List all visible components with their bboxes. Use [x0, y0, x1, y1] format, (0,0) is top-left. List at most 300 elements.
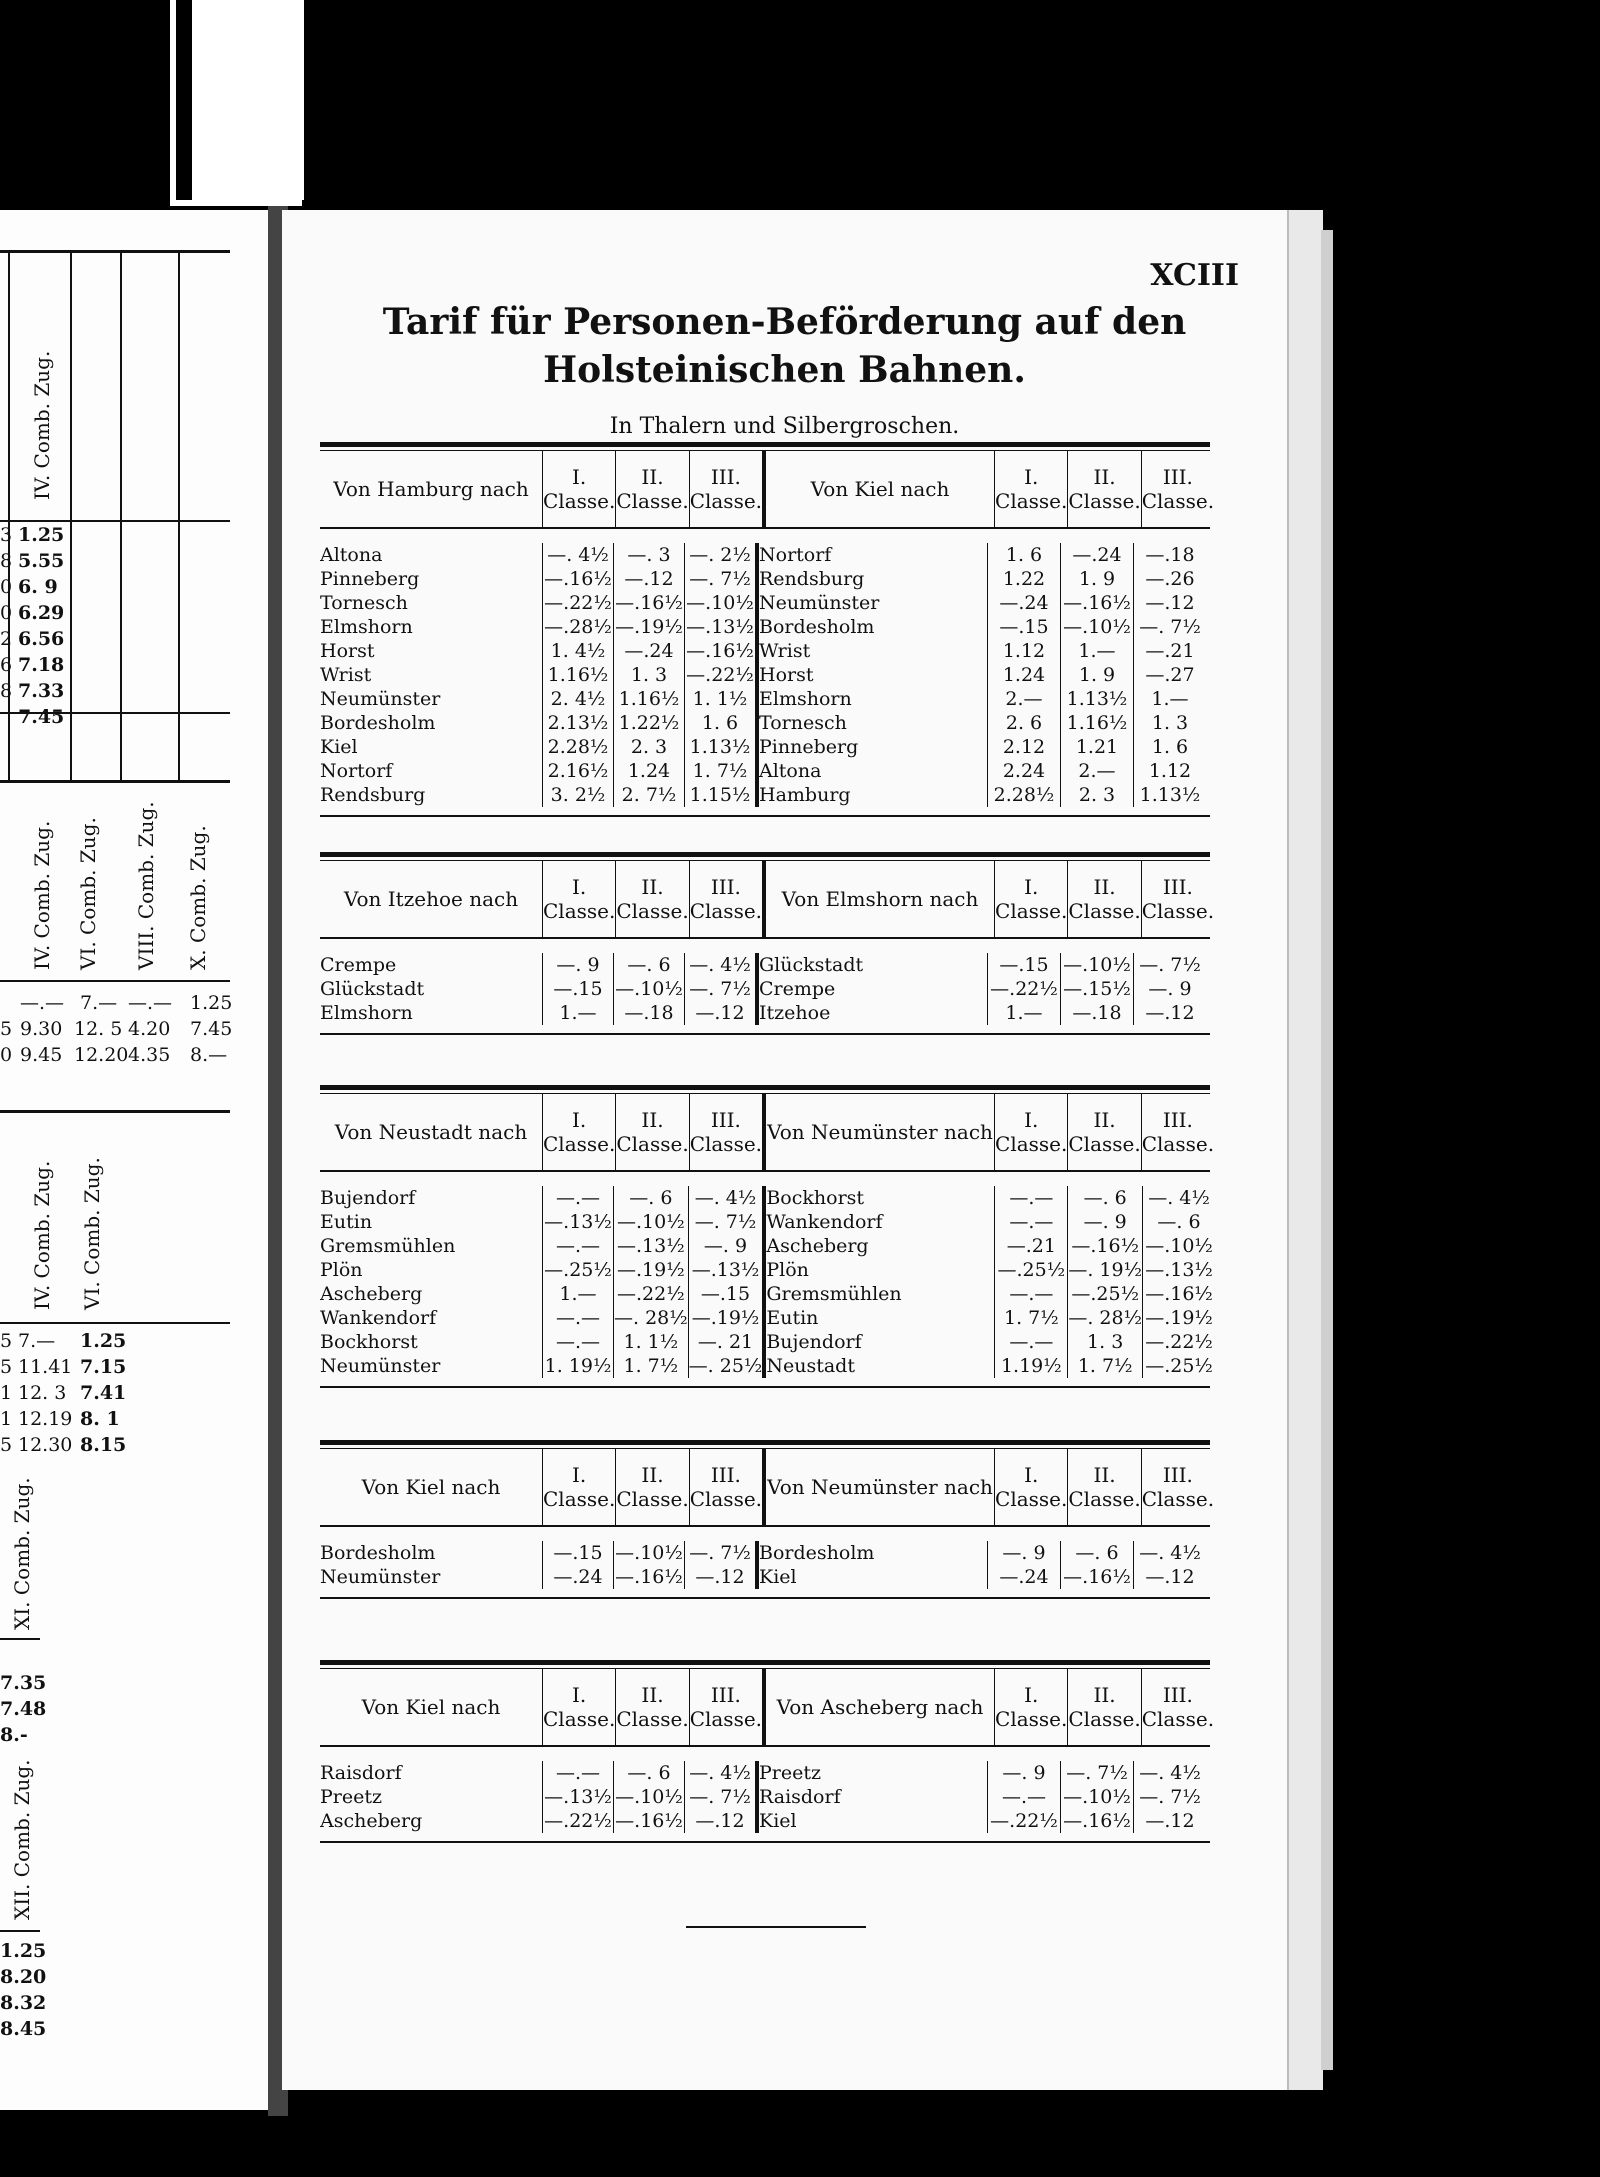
fare-value: 2.28½ — [993, 784, 1055, 806]
station-name: Bordesholm — [759, 1542, 875, 1564]
station-name: Ascheberg — [766, 1235, 869, 1257]
binding-strip-bar — [176, 0, 304, 200]
station-column — [320, 543, 543, 807]
fare-column — [1068, 1186, 1143, 1378]
fare-value: —. 7½ — [1139, 1786, 1201, 1808]
left-row — [0, 1354, 140, 1380]
fare-value: —. 4½ — [689, 1762, 751, 1784]
class-heading: I. Classe. — [543, 1094, 616, 1170]
fare-value: —.19½ — [615, 616, 683, 638]
fare-value: 1. 3 — [1087, 1331, 1124, 1353]
left-value: 7.15 — [80, 1356, 127, 1378]
left-vline — [178, 250, 180, 780]
fare-value: —.16½ — [1063, 1566, 1131, 1588]
left-value: 7.— — [18, 1330, 56, 1352]
left-value: 6.29 — [18, 602, 65, 624]
fare-column — [543, 1761, 614, 1833]
table-body — [320, 1527, 1210, 1599]
fare-value: —.24 — [999, 592, 1049, 614]
table-body — [320, 1172, 1213, 1388]
station-name: Ascheberg — [320, 1283, 423, 1305]
fare-value: —.27 — [1145, 664, 1195, 686]
class-heading: III. Classe. — [1141, 875, 1215, 923]
fare-value: —. 3 — [627, 544, 671, 566]
left-header: X. Comb. Zug. — [186, 825, 210, 970]
fare-value: —.12 — [695, 1810, 745, 1832]
station-name: Neumünster — [320, 688, 441, 710]
fare-value: —. 6 — [629, 1187, 673, 1209]
station-name: Preetz — [320, 1786, 383, 1808]
fare-value: —.28½ — [544, 616, 612, 638]
left-vline — [70, 250, 72, 780]
fare-value: —.22½ — [544, 1810, 612, 1832]
left-block3 — [0, 1328, 140, 1458]
fare-value: —.— — [555, 1187, 601, 1209]
fare-value: —. 7½ — [1139, 616, 1201, 638]
left-value: 11.41 — [18, 1356, 73, 1378]
class-heading: I. Classe. — [995, 451, 1068, 527]
station-name: Gremsmühlen — [766, 1283, 902, 1305]
station-name: Horst — [320, 640, 375, 662]
fare-column — [988, 543, 1061, 807]
station-name: Bujendorf — [766, 1331, 862, 1353]
fare-value: 1. 1½ — [623, 1331, 679, 1353]
route-heading: Von Ascheberg nach — [766, 1669, 995, 1745]
fare-value: 1.12 — [1148, 760, 1192, 782]
class-heading: II. Classe. — [1068, 1449, 1141, 1525]
fare-value: —. 19½ — [1068, 1259, 1143, 1281]
fare-value: —.13½ — [691, 1259, 760, 1281]
fare-value: —.13½ — [617, 1235, 685, 1257]
left-row — [0, 1016, 233, 1042]
fare-value: —. 7½ — [689, 1542, 751, 1564]
left-value: 5 — [0, 1018, 13, 1040]
fare-value: —.10½ — [615, 1542, 683, 1564]
left-value: 8.32 — [0, 1992, 47, 2014]
table-body — [320, 939, 1210, 1035]
left-value: 7.18 — [18, 654, 65, 676]
class-heading: I. Classe. — [995, 1669, 1068, 1745]
station-column — [320, 1186, 543, 1378]
left-value: 8.- — [0, 1724, 28, 1746]
fare-value: —. 6 — [1157, 1211, 1201, 1233]
class-heading: III. Classe. — [690, 451, 766, 527]
fare-value: —.12 — [624, 568, 674, 590]
station-name: Bujendorf — [320, 1187, 416, 1209]
fare-value: —.22½ — [1145, 1331, 1213, 1353]
station-name: Ascheberg — [320, 1810, 423, 1832]
left-row — [0, 1328, 140, 1354]
left-rule — [0, 780, 230, 783]
left-rule — [0, 1638, 40, 1640]
page-edge — [1321, 230, 1333, 2070]
fare-value: 1.13½ — [1066, 688, 1128, 710]
left-value: 7.41 — [80, 1382, 127, 1404]
fare-value: —. 9 — [1002, 1762, 1046, 1784]
station-name: Bockhorst — [320, 1331, 418, 1353]
left-page-fragment — [0, 210, 271, 2110]
table-header — [320, 1669, 1215, 1747]
station-name: Tornesch — [320, 592, 408, 614]
class-heading: III. Classe. — [1141, 1108, 1215, 1156]
left-col1 — [0, 522, 12, 704]
left-value: 1.25 — [18, 524, 65, 546]
fare-value: —.16½ — [544, 568, 612, 590]
fare-value: 2. 6 — [1005, 712, 1043, 734]
station-name: Pinneberg — [759, 736, 859, 758]
fare-column — [614, 953, 685, 1025]
left-value: 3 — [0, 524, 13, 546]
fare-value: —.26 — [1145, 568, 1195, 590]
station-column — [766, 1186, 995, 1378]
fare-value: 2.12 — [1002, 736, 1046, 758]
fare-value: —.12 — [1145, 1002, 1195, 1024]
station-name: Kiel — [759, 1810, 797, 1832]
fare-value: —.10½ — [615, 1786, 683, 1808]
fare-value: 2.24 — [1002, 760, 1046, 782]
fare-column — [685, 1761, 759, 1833]
page-number: XCIII — [1150, 258, 1239, 293]
fare-value: —.13½ — [544, 1211, 612, 1233]
class-heading: III. Classe. — [690, 1094, 766, 1170]
table-header — [320, 451, 1215, 529]
station-name: Rendsburg — [759, 568, 865, 590]
station-column — [320, 1541, 543, 1589]
station-name: Neustadt — [766, 1355, 855, 1377]
fare-value: 1.13½ — [689, 736, 751, 758]
left-value: 8 — [0, 550, 13, 572]
table-header — [320, 861, 1215, 939]
fare-value: —.10½ — [615, 978, 683, 1000]
fare-column — [543, 1541, 614, 1589]
tariff-table — [320, 852, 1215, 1035]
station-name: Wankendorf — [320, 1307, 437, 1329]
station-name: Crempe — [320, 954, 397, 976]
fare-value: 1.16½ — [547, 664, 609, 686]
fare-column — [543, 543, 614, 807]
station-name: Altona — [759, 760, 822, 782]
fare-value: —.— — [555, 1331, 601, 1353]
fare-column — [1061, 1761, 1134, 1833]
left-rule — [0, 712, 230, 714]
class-heading: I. Classe. — [543, 861, 616, 937]
table-header — [320, 1449, 1215, 1527]
fare-column — [543, 1186, 614, 1378]
left-value: 5 — [0, 1330, 13, 1352]
fare-value: 1.13½ — [1139, 784, 1201, 806]
left-header: IV. Comb. Zug. — [30, 350, 54, 500]
fare-value: —.10½ — [686, 592, 754, 614]
fare-value: —.10½ — [1145, 1235, 1213, 1257]
left-value: 6.56 — [18, 628, 65, 650]
left-header: VIII. Comb. Zug. — [134, 801, 158, 970]
fare-column — [614, 1186, 689, 1378]
class-heading: III. Classe. — [690, 1669, 766, 1745]
fare-value: 1.22½ — [618, 712, 680, 734]
fare-value: 1. 7½ — [1004, 1307, 1059, 1329]
fare-value: 1.— — [1078, 640, 1116, 662]
fare-value: —.15 — [553, 978, 603, 1000]
class-heading: III. Classe. — [1141, 465, 1215, 513]
fare-column — [1061, 953, 1134, 1025]
fare-value: —. 9 — [1083, 1211, 1127, 1233]
station-name: Preetz — [759, 1762, 822, 1784]
tariff-table — [320, 1440, 1215, 1599]
fare-column — [1061, 543, 1134, 807]
station-name: Bordesholm — [320, 712, 436, 734]
fare-value: —. 7½ — [694, 1211, 757, 1233]
station-name: Tornesch — [759, 712, 847, 734]
fare-column — [614, 543, 685, 807]
fare-column — [988, 1541, 1061, 1589]
tariff-table — [320, 442, 1215, 817]
fare-value: 1.16½ — [618, 688, 680, 710]
fare-value: —.25½ — [1071, 1283, 1139, 1305]
fare-value: —.25½ — [997, 1259, 1066, 1281]
fare-column — [1061, 1541, 1134, 1589]
left-value: 12.20 — [74, 1044, 129, 1066]
fare-value: —.16½ — [615, 1566, 683, 1588]
fare-value: —.16½ — [615, 1810, 683, 1832]
left-value: 12.30 — [18, 1434, 73, 1456]
class-heading: III. Classe. — [690, 861, 766, 937]
fare-value: —.12 — [695, 1566, 745, 1588]
left-rule — [0, 1110, 230, 1113]
fare-value: —.15½ — [1063, 978, 1131, 1000]
station-name: Glückstadt — [320, 978, 425, 1000]
fare-value: —.10½ — [617, 1211, 685, 1233]
class-heading: II. Classe. — [1068, 861, 1141, 937]
station-name: Raisdorf — [759, 1786, 841, 1808]
class-heading: III. Classe. — [1141, 1463, 1215, 1511]
fare-column — [1134, 953, 1206, 1025]
fare-value: —.16½ — [1145, 1283, 1213, 1305]
fare-column — [543, 953, 614, 1025]
table-rule — [320, 1440, 1210, 1445]
station-column — [759, 953, 988, 1025]
fare-value: —. 7½ — [689, 568, 751, 590]
left-value: 1.25 — [80, 1330, 127, 1352]
fare-value: —. 4½ — [1139, 1762, 1201, 1784]
route-heading: Von Kiel nach — [320, 1669, 543, 1745]
fare-column — [988, 953, 1061, 1025]
fare-value: —. 28½ — [614, 1307, 688, 1329]
left-header: VI. Comb. Zug. — [76, 817, 100, 970]
fare-value: —.18 — [624, 1002, 674, 1024]
fare-value: —. 4½ — [694, 1187, 757, 1209]
fare-value: 1.24 — [627, 760, 671, 782]
class-heading: II. Classe. — [616, 451, 689, 527]
class-heading: III. Classe. — [1141, 1683, 1215, 1731]
fare-value: 2. 7½ — [621, 784, 677, 806]
fare-column — [614, 1541, 685, 1589]
class-heading: II. Classe. — [1068, 1669, 1141, 1745]
fare-value: —.19½ — [1145, 1307, 1213, 1329]
tariff-table — [320, 1085, 1215, 1388]
fare-value: 1. 9 — [1078, 568, 1116, 590]
table-body — [320, 529, 1210, 817]
left-value: 0 — [0, 602, 13, 624]
left-value: 8.— — [190, 1044, 228, 1066]
fare-value: —.22½ — [544, 592, 612, 614]
class-heading: I. Classe. — [543, 1449, 616, 1525]
left-vline — [120, 250, 122, 780]
fare-column — [614, 1761, 685, 1833]
left-value: 12.19 — [18, 1408, 73, 1430]
fare-value: —.24 — [624, 640, 674, 662]
left-value: 7.— — [80, 992, 118, 1014]
table-rule — [320, 1660, 1210, 1665]
left-value: 1.25 — [190, 992, 233, 1014]
left-row — [0, 990, 233, 1016]
station-name: Nortorf — [759, 544, 832, 566]
station-name: Raisdorf — [320, 1762, 402, 1784]
page-title: Tarif für Personen-Beförderung auf den Holsteinischen Bahnen. — [382, 301, 1187, 391]
fare-value: —.10½ — [1063, 1786, 1131, 1808]
fare-value: 2.28½ — [547, 736, 609, 758]
fare-value: 2.16½ — [547, 760, 609, 782]
left-value: 8 — [0, 680, 13, 702]
fare-value: 1. 7½ — [692, 760, 748, 782]
left-value: 1 — [0, 1408, 13, 1430]
left-value: 6 — [0, 654, 13, 676]
fare-value: 1.— — [559, 1283, 597, 1305]
fare-value: —.22½ — [617, 1283, 685, 1305]
fare-value: —.24 — [553, 1566, 603, 1588]
fare-value: —. 7½ — [1066, 1762, 1128, 1784]
fare-value: —. 7½ — [1139, 954, 1201, 976]
left-value: 7.35 — [0, 1672, 47, 1694]
station-name: Wrist — [320, 664, 372, 686]
fare-value: —.— — [555, 1762, 601, 1784]
fare-value: —. 2½ — [689, 544, 751, 566]
fare-value: —. 6 — [1075, 1542, 1119, 1564]
fare-value: —.15 — [553, 1542, 603, 1564]
left-value: 5.55 — [18, 550, 65, 572]
left-value: 2 — [0, 628, 13, 650]
fare-value: —.16½ — [686, 640, 754, 662]
fare-value: —.— — [555, 1235, 601, 1257]
fare-value: 1. 19½ — [544, 1355, 612, 1377]
fare-value: —.21 — [1145, 640, 1195, 662]
fare-value: —. 6 — [627, 954, 671, 976]
fare-value: 1. 3 — [1151, 712, 1189, 734]
left-value: 7.45 — [18, 706, 65, 728]
fare-value: —.— — [555, 1307, 601, 1329]
fare-value: —.— — [1009, 1187, 1054, 1209]
fare-value: —.— — [1001, 1786, 1047, 1808]
fare-value: —. 4½ — [1148, 1187, 1210, 1209]
left-row — [0, 1380, 140, 1406]
left-header: VI. Comb. Zug. — [80, 1157, 104, 1310]
fare-value: 1. 7½ — [1077, 1355, 1133, 1377]
route-heading: Von Neumünster nach — [766, 1449, 995, 1525]
station-name: Gremsmühlen — [320, 1235, 456, 1257]
class-heading: II. Classe. — [616, 1449, 689, 1525]
left-value: 7.33 — [18, 680, 65, 702]
station-column — [320, 953, 543, 1025]
station-name: Nortorf — [320, 760, 393, 782]
table-rule — [320, 852, 1210, 857]
fare-value: —.16½ — [1071, 1235, 1139, 1257]
class-heading: I. Classe. — [995, 861, 1068, 937]
station-name: Horst — [759, 664, 814, 686]
left-value: 7.48 — [0, 1698, 47, 1720]
left-block4 — [0, 1670, 46, 1748]
left-value: 12. 5 — [74, 1018, 123, 1040]
fare-value: —.16½ — [1063, 592, 1131, 614]
fare-value: 1. 7½ — [623, 1355, 679, 1377]
left-value: 4.20 — [128, 1018, 171, 1040]
station-name: Altona — [320, 544, 383, 566]
fare-value: —.19½ — [617, 1259, 685, 1281]
fare-value: 1.— — [1151, 688, 1189, 710]
left-value: 9.30 — [20, 1018, 63, 1040]
left-value: 6. 9 — [18, 576, 58, 598]
left-value: 5 — [0, 1356, 13, 1378]
station-name: Elmshorn — [759, 688, 852, 710]
fare-value: —. 6 — [627, 1762, 671, 1784]
fare-value: —.22½ — [990, 978, 1058, 1000]
station-name: Eutin — [320, 1211, 373, 1233]
fare-value: —.21 — [1006, 1235, 1056, 1257]
fare-value: —.13½ — [544, 1786, 612, 1808]
station-name: Plön — [766, 1259, 809, 1281]
fare-value: —. 9 — [1148, 978, 1192, 1000]
table-rule — [320, 442, 1210, 447]
fare-value: 2. 3 — [1078, 784, 1116, 806]
left-value: 1.25 — [0, 1940, 47, 1962]
fare-value: —.15 — [700, 1283, 751, 1305]
class-heading: III. Classe. — [690, 1449, 766, 1525]
fare-column — [685, 953, 759, 1025]
class-heading: I. Classe. — [543, 451, 616, 527]
fare-value: —.— — [1009, 1331, 1054, 1353]
route-heading: Von Hamburg nach — [320, 451, 543, 527]
left-row — [0, 1406, 140, 1432]
fare-value: 1. 6 — [1005, 544, 1043, 566]
left-value: —.— — [20, 992, 65, 1014]
left-value: 1 — [0, 1382, 13, 1404]
fare-column — [995, 1186, 1068, 1378]
fare-value: 1.19½ — [1000, 1355, 1062, 1377]
fare-value: 1. 6 — [1151, 736, 1189, 758]
fare-value: —.12 — [695, 1002, 745, 1024]
fare-value: 1.— — [1005, 1002, 1043, 1024]
fare-value: —.22½ — [990, 1810, 1058, 1832]
class-heading: I. Classe. — [995, 1449, 1068, 1525]
station-name: Glückstadt — [759, 954, 864, 976]
fare-value: —.12 — [1145, 592, 1195, 614]
station-column — [759, 543, 988, 807]
class-heading: II. Classe. — [616, 1669, 689, 1745]
fare-value: 2. 3 — [630, 736, 668, 758]
class-heading: II. Classe. — [1068, 451, 1141, 527]
closing-rule — [686, 1926, 866, 1928]
left-value: 7.45 — [190, 1018, 233, 1040]
station-name: Itzehoe — [759, 1002, 831, 1024]
route-heading: Von Itzehoe nach — [320, 861, 543, 937]
fare-value: 2.— — [1005, 688, 1043, 710]
fare-value: 2. 4½ — [550, 688, 606, 710]
station-name: Bockhorst — [766, 1187, 865, 1209]
fare-value: —.13½ — [686, 616, 754, 638]
class-heading: I. Classe. — [995, 1094, 1068, 1170]
fare-value: —.25½ — [544, 1259, 612, 1281]
station-name: Neumünster — [759, 592, 880, 614]
station-name: Crempe — [759, 978, 836, 1000]
fare-column — [988, 1761, 1061, 1833]
